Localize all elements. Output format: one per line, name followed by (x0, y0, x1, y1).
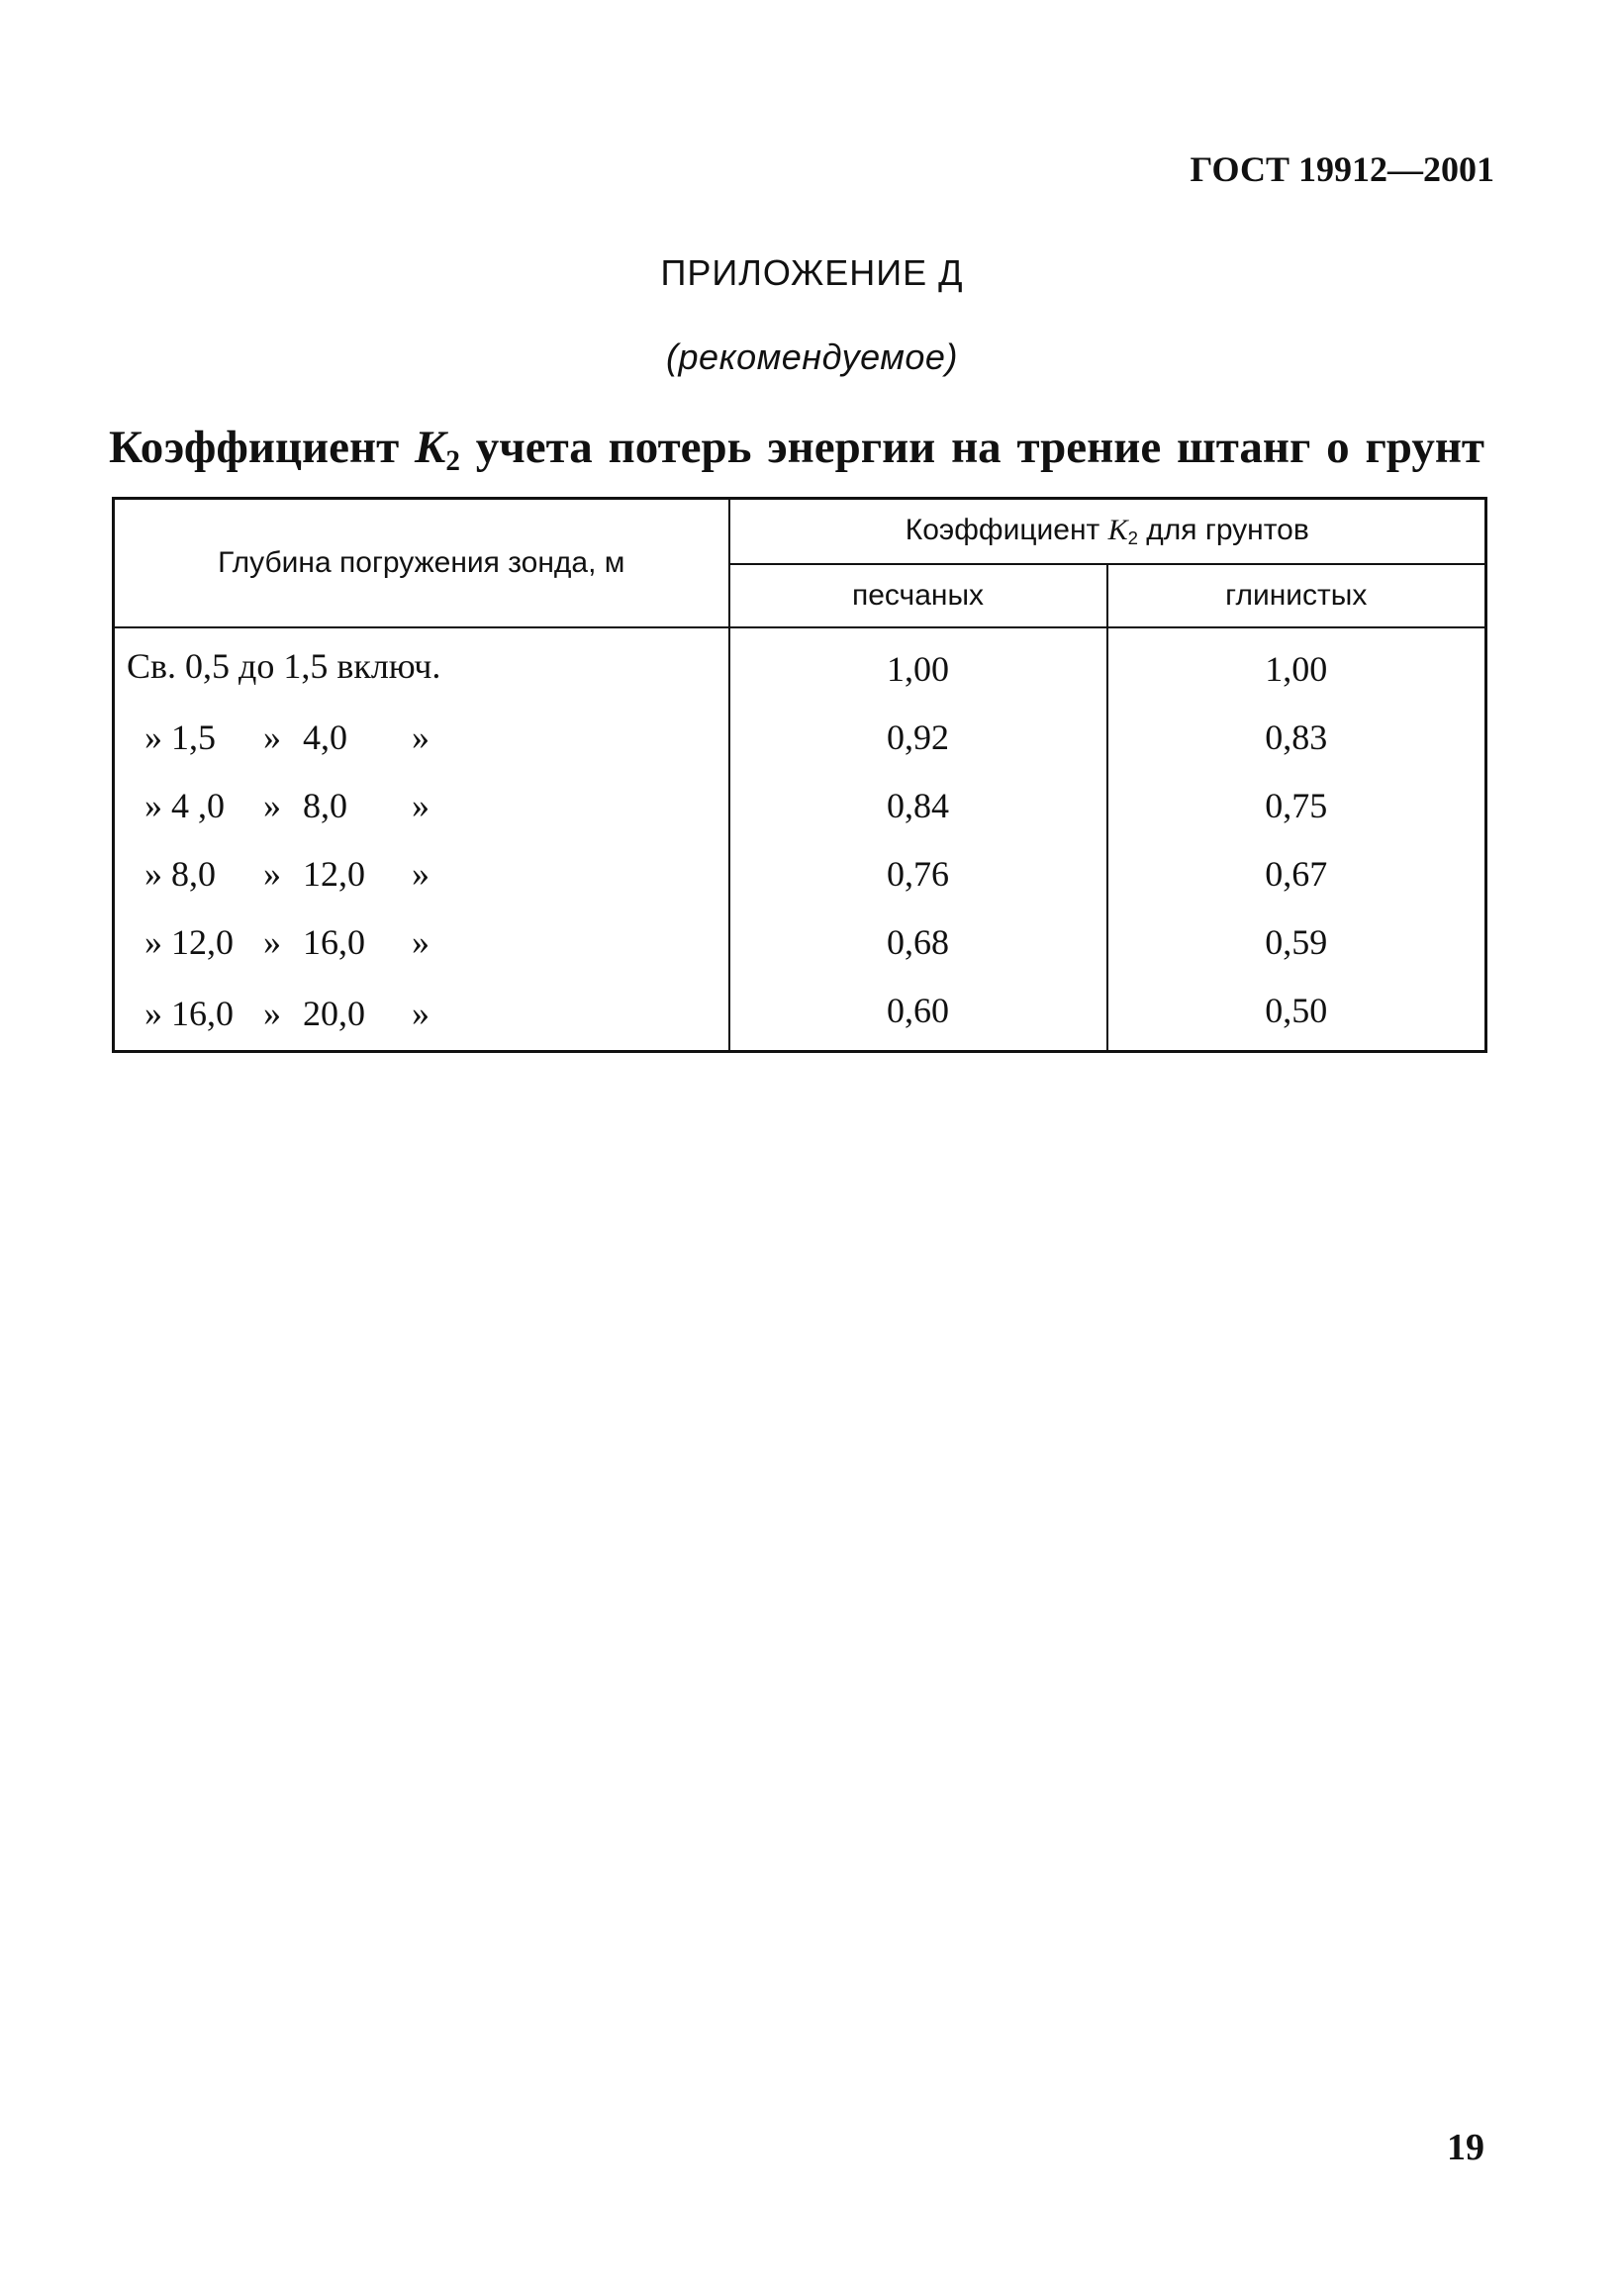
depth-cell (114, 627, 729, 703)
clay-value-cell: 0,59 (1107, 907, 1486, 976)
sandy-value-cell: 0,92 (729, 703, 1107, 771)
depth-to-mark: » (263, 716, 281, 757)
sandy-value-cell: 0,84 (729, 771, 1107, 839)
depth-to: 8,0 (303, 785, 347, 825)
page-heading (109, 421, 1484, 478)
depth-from: » 16,0 (144, 993, 234, 1033)
clay-value-cell: 0,50 (1107, 976, 1486, 1052)
depth-to-mark: » (263, 993, 281, 1033)
clay-value-cell: 0,67 (1107, 839, 1486, 907)
clay-value-cell: 0,75 (1107, 771, 1486, 839)
standard-number: ГОСТ 19912—2001 (1190, 149, 1494, 189)
table-row (114, 703, 1486, 771)
depth-to: 12,0 (303, 853, 365, 894)
sandy-value-cell: 0,60 (729, 976, 1107, 1052)
coefficient-group-header (729, 499, 1486, 565)
depth-range-text: Св. 0,5 до 1,5 включ. (127, 645, 441, 686)
depth-from: » 8,0 (144, 853, 216, 894)
heading-text-after: учета потерь энергии на трение штанг о грунт (459, 422, 1484, 473)
table-row (114, 627, 1486, 703)
depth-end-mark: » (412, 785, 430, 825)
sandy-value-cell: 1,00 (729, 627, 1107, 703)
depth-to-mark: » (263, 785, 281, 825)
sandy-column-header: песчаных (729, 564, 1107, 627)
sandy-value-cell: 0,76 (729, 839, 1107, 907)
depth-end-mark: » (412, 993, 430, 1033)
table-row (114, 771, 1486, 839)
group-header-after: для грунтов (1137, 513, 1309, 546)
appendix-status: (рекомендуемое) (666, 336, 958, 377)
depth-to-mark: » (263, 853, 281, 894)
heading-symbol: K (415, 422, 446, 473)
depth-to: 4,0 (303, 716, 347, 757)
heading-text-before: Коэффициент (109, 422, 415, 473)
depth-from: » 1,5 (144, 716, 216, 757)
table-row (114, 839, 1486, 907)
sandy-value-cell: 0,68 (729, 907, 1107, 976)
depth-to-mark: » (263, 921, 281, 962)
depth-cell (114, 703, 729, 771)
depth-column-header: Глубина погружения зонда, м (114, 499, 729, 628)
depth-cell (114, 771, 729, 839)
table-row (114, 907, 1486, 976)
depth-cell (114, 839, 729, 907)
depth-end-mark: » (412, 716, 430, 757)
depth-end-mark: » (412, 921, 430, 962)
page-number: 19 (1447, 2127, 1484, 2168)
group-header-symbol: K (1107, 513, 1128, 546)
coefficient-table (112, 497, 1487, 1053)
table-row (114, 976, 1486, 1052)
group-header-subscript: 2 (1127, 527, 1138, 549)
depth-to: 20,0 (303, 993, 365, 1033)
heading-subscript: 2 (445, 445, 460, 478)
clay-value-cell: 0,83 (1107, 703, 1486, 771)
clay-column-header: глинистых (1107, 564, 1486, 627)
depth-cell (114, 907, 729, 976)
clay-value-cell: 1,00 (1107, 627, 1486, 703)
group-header-before: Коэффициент (905, 513, 1108, 546)
depth-from: » 4 ,0 (144, 785, 225, 825)
depth-to: 16,0 (303, 921, 365, 962)
appendix-title: ПРИЛОЖЕНИЕ Д (660, 252, 964, 293)
depth-cell (114, 976, 729, 1052)
depth-end-mark: » (412, 853, 430, 894)
depth-from: » 12,0 (144, 921, 234, 962)
